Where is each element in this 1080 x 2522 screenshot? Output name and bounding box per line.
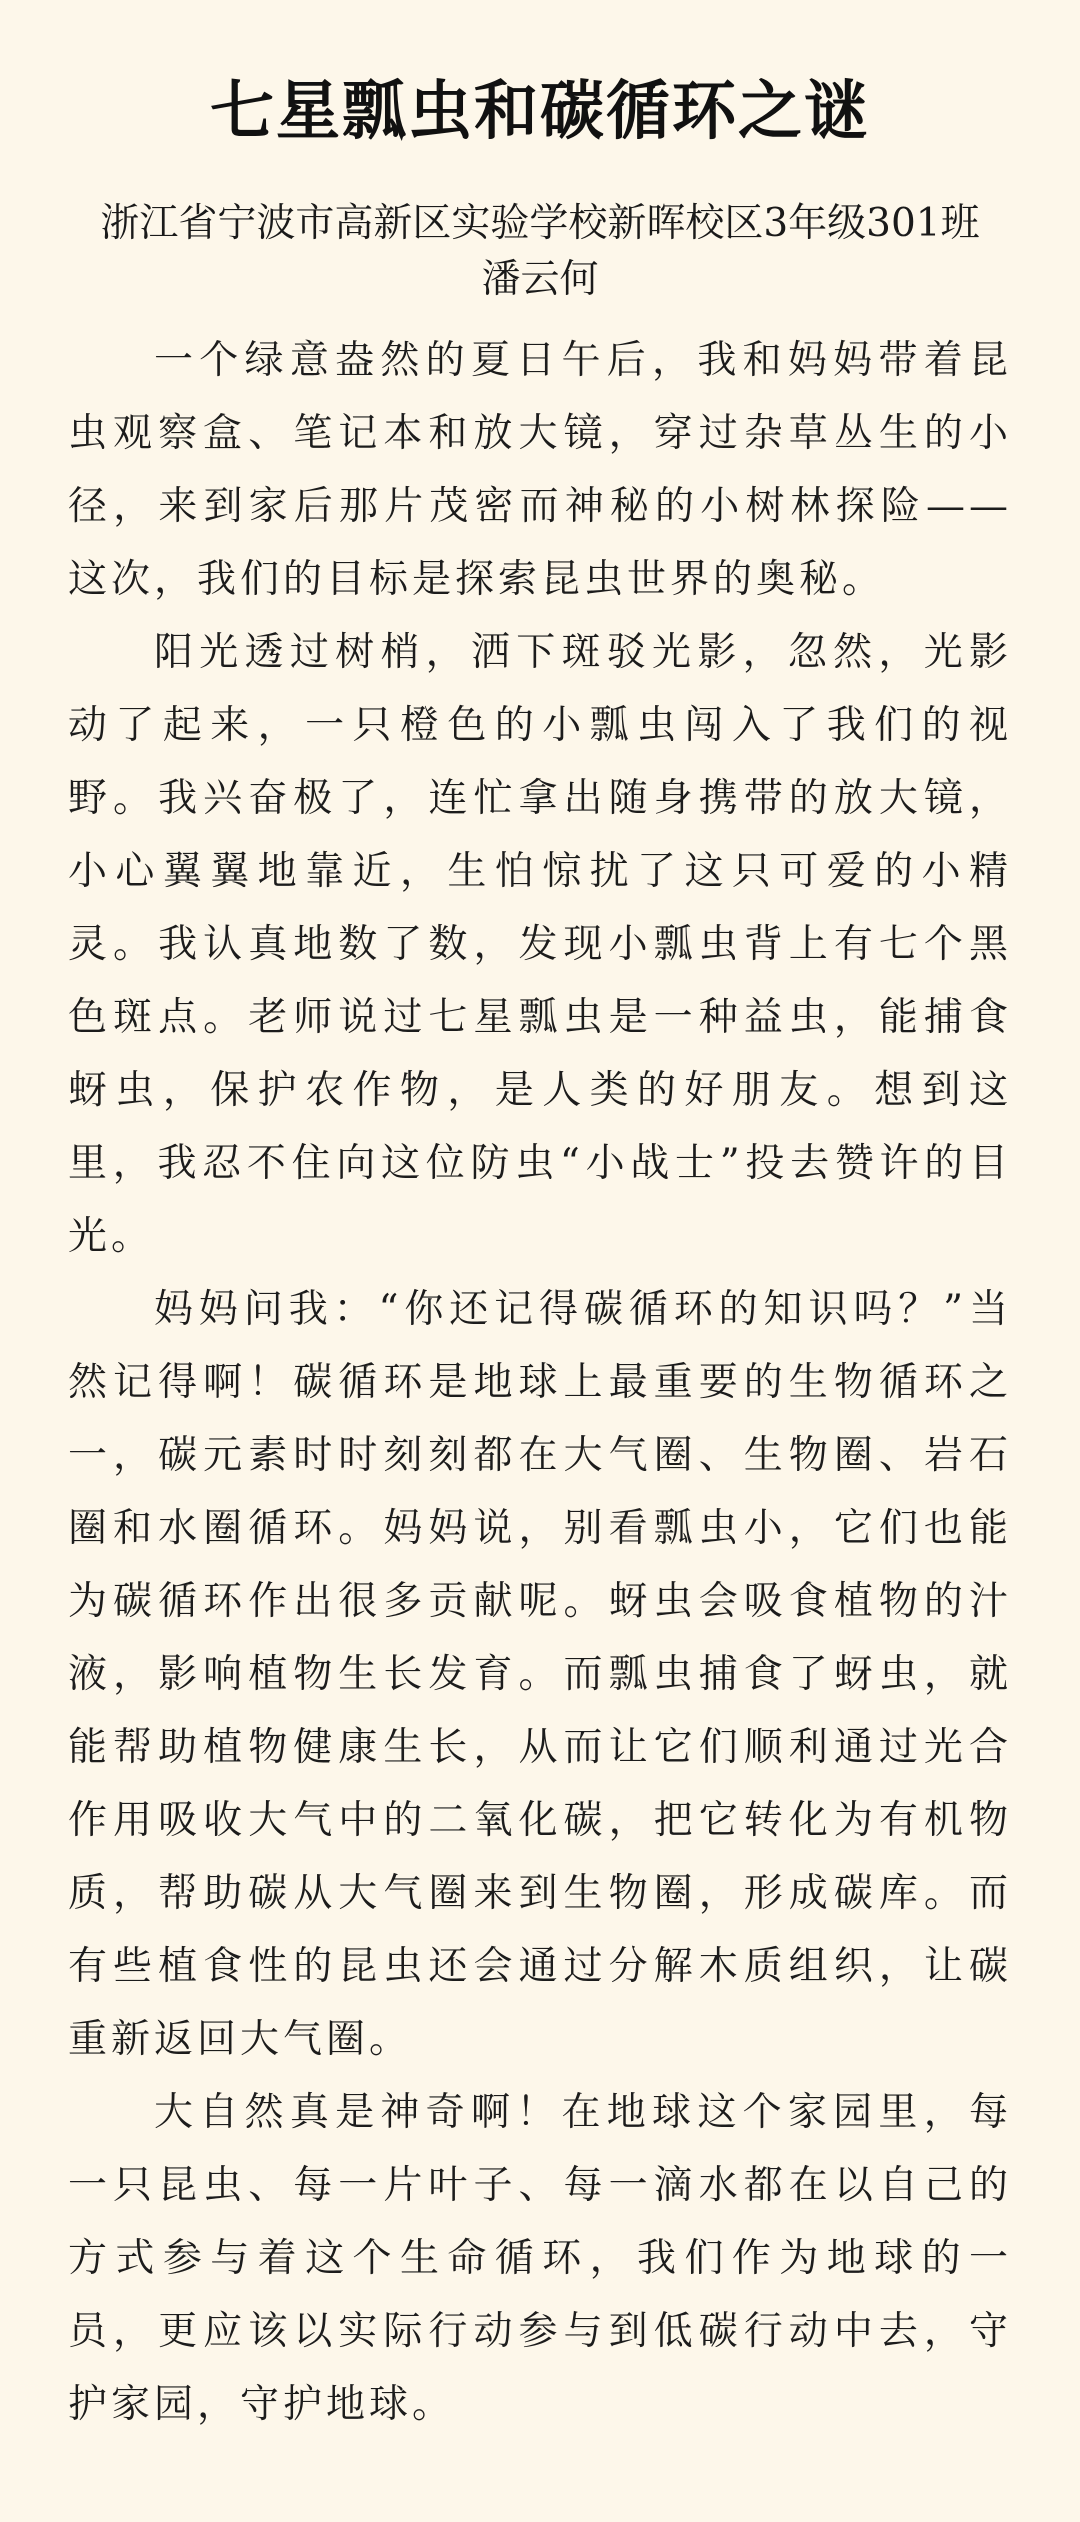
article-title: 七星瓢虫和碳循环之谜: [210, 74, 870, 149]
author-name: 潘云何: [481, 257, 599, 302]
paragraph-4: 大自然真是神奇啊！在地球这个家园里，每一只昆虫、每一片叶子、每一滴水都在以自己的方式参与着这个生命循环，我们作为地球的一员，更应该以实际行动参与到低碳行动中去，守护家园，守护地球。: [68, 2090, 1012, 2427]
article-body: [68, 324, 1012, 2441]
paragraph-1: 一个绿意盎然的夏日午后，我和妈妈带着昆虫观察盒、笔记本和放大镜，穿过杂草丛生的小径，来到家后那片茂密而神秘的小树林探险——这次，我们的目标是探索昆虫世界的奥秘。: [68, 338, 1012, 602]
paragraph-2: 阳光透过树梢，洒下斑驳光影，忽然，光影动了起来，一只橙色的小瓢虫闯入了我们的视野。我兴奋极了，连忙拿出随身携带的放大镜，小心翼翼地靠近，生怕惊扰了这只可爱的小精灵。我认真地数了数，发现小瓢虫背上有七个黑色斑点。老师说过七星瓢虫是一种益虫，能捕食蚜虫，保护农作物，是人类的好朋友。想到这里，我忍不住向这位防虫“小战士”投去赞许的目光。: [68, 630, 1012, 1259]
paragraph-3: 妈妈问我：“你还记得碳循环的知识吗？”当然记得啊！碳循环是地球上最重要的生物循环之一，碳元素时时刻刻都在大气圈、生物圈、岩石圈和水圈循环。妈妈说，别看瓢虫小，它们也能为碳循环作出很多贡献呢。蚜虫会吸食植物的汁液，影响植物生长发育。而瓢虫捕食了蚜虫，就能帮助植物健康生长，从而让它们顺利通过光合作用吸收大气中的二氧化碳，把它转化为有机物质，帮助碳从大气圈来到生物圈，形成碳库。而有些植食性的昆虫还会通过分解木质组织，让碳重新返回大气圈。: [68, 1287, 1012, 2062]
author-school-class: 浙江省宁波市高新区实验学校新晖校区3年级301班: [100, 201, 980, 246]
